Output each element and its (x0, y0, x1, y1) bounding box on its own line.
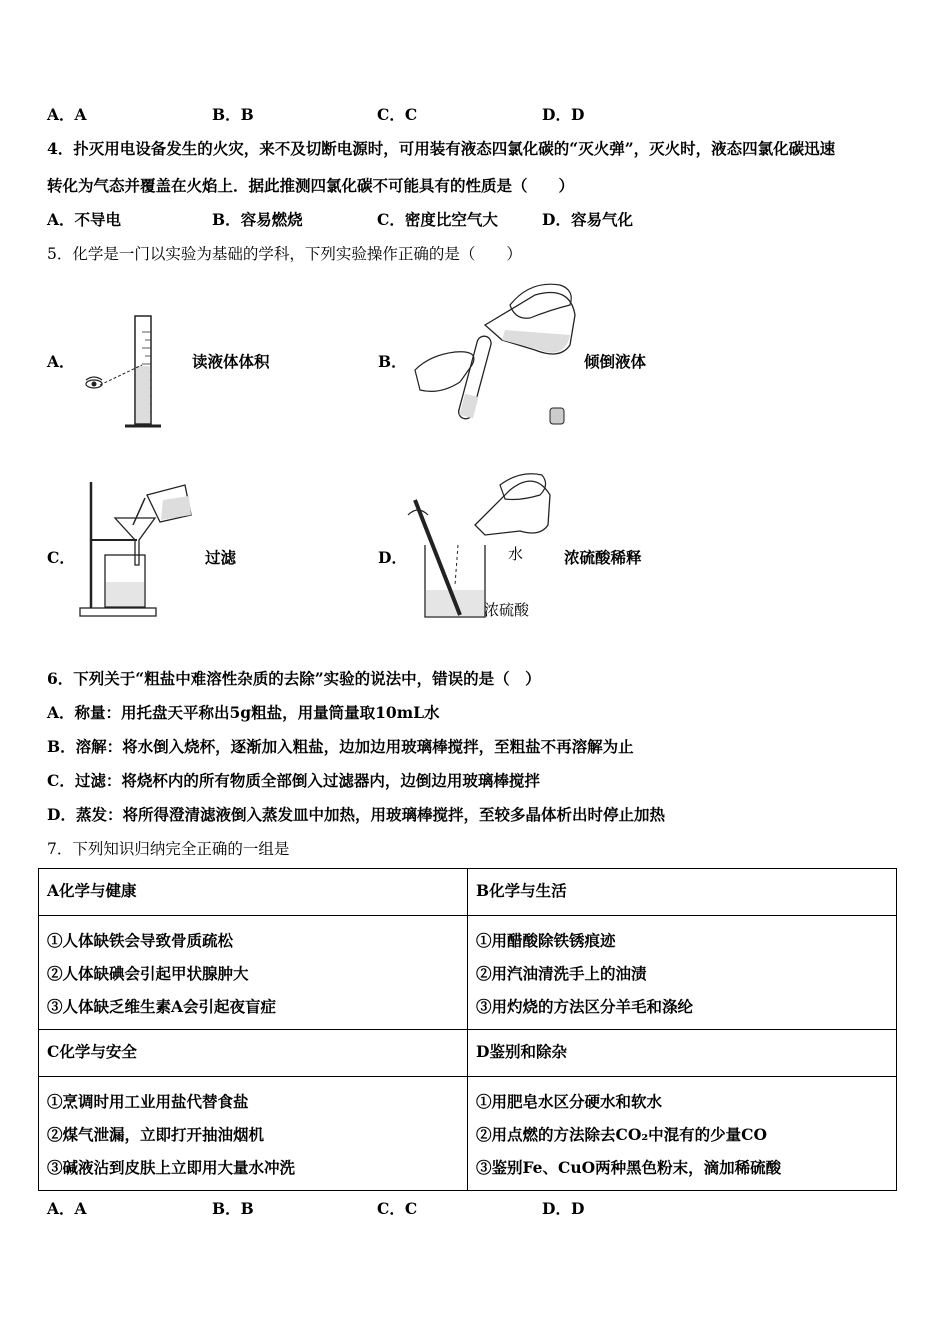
knowledge-table (38, 868, 897, 1191)
cell-d-items (468, 1077, 897, 1191)
q5-option-c-letter: C． (47, 548, 75, 567)
cell-a-items (39, 916, 468, 1030)
q4-option-c: C．密度比空气大 (377, 210, 498, 229)
label-concentrated-acid: 浓硫酸 (484, 601, 530, 619)
list-item: ①人体缺铁会导致骨质疏松 (47, 931, 234, 950)
list-item: ②煤气泄漏，立即打开抽油烟机 (47, 1125, 265, 1144)
figure-dilution (400, 465, 560, 625)
q4-option-d: D．容易气化 (542, 210, 633, 229)
list-item: ②人体缺碘会引起甲状腺肿大 (47, 964, 249, 983)
list-item: ①用醋酸除铁锈痕迹 (476, 931, 616, 950)
q6-stem: 6．下列关于“粗盐中难溶性杂质的去除”实验的说法中，错误的是（ ） (47, 669, 541, 688)
q7-option-b: B．B (212, 1199, 254, 1218)
q3-option-c: C．C (377, 105, 418, 124)
q5-option-d-letter: D． (378, 548, 407, 567)
q3-option-a: A．A (47, 105, 87, 124)
q5-option-d-caption: 浓硫酸稀释 (564, 548, 642, 567)
list-item: ③人体缺乏维生素A会引起夜盲症 (47, 997, 277, 1016)
list-item: ③用灼烧的方法区分羊毛和涤纶 (476, 997, 694, 1016)
q6-option-b: B．溶解：将水倒入烧杯，逐渐加入粗盐，边加边用玻璃棒搅拌，至粗盐不再溶解为止 (47, 737, 634, 756)
cell-d-title: D鉴别和除杂 (468, 1030, 897, 1077)
list-item: ③碱液沾到皮肤上立即用大量水冲洗 (47, 1158, 296, 1177)
cell-c-title: C化学与安全 (39, 1030, 468, 1077)
list-item: ③鉴别Fe、CuO两种黑色粉末，滴加稀硫酸 (476, 1158, 782, 1177)
figure-pour-liquid (410, 280, 585, 430)
q7-option-c: C．C (377, 1199, 418, 1218)
cell-b-items (468, 916, 897, 1030)
q6-option-c: C．过滤：将烧杯内的所有物质全部倒入过滤器内，边倒边用玻璃棒搅拌 (47, 771, 540, 790)
q4-stem-line1: 4．扑灭用电设备发生的火灾，来不及切断电源时，可用装有液态四氯化碳的“灭火弹”，灭火时，液态四氯化碳迅速 (47, 139, 836, 158)
list-item: ①用肥皂水区分硬水和软水 (476, 1092, 663, 1111)
q3-option-b: B．B (212, 105, 254, 124)
list-item: ①烹调时用工业用盐代替食盐 (47, 1092, 249, 1111)
q4-option-b: B．容易燃烧 (212, 210, 303, 229)
figure-filtration (75, 470, 200, 620)
cell-c-items (39, 1077, 468, 1191)
list-item: ②用点燃的方法除去CO₂中混有的少量CO (476, 1125, 767, 1144)
cell-a-title: A化学与健康 (39, 869, 468, 916)
q6-option-d: D．蒸发：将所得澄清滤液倒入蒸发皿中加热，用玻璃棒搅拌，至较多晶体析出时停止加热 (47, 805, 665, 824)
q7-stem: 7．下列知识归纳完全正确的一组是 (47, 840, 290, 858)
q5-option-a-letter: A． (47, 352, 75, 371)
q5-stem: 5．化学是一门以实验为基础的学科，下列实验操作正确的是（ ） (47, 245, 522, 263)
q4-option-a: A．不导电 (47, 210, 122, 229)
q5-option-c-caption: 过滤 (205, 548, 237, 567)
q3-option-d: D．D (542, 105, 585, 124)
label-water: 水 (508, 545, 524, 563)
cell-b-title: B化学与生活 (468, 869, 897, 916)
q5-option-b-letter: B． (378, 352, 407, 371)
q6-option-a: A．称量：用托盘天平称出5g粗盐，用量筒量取10mL水 (47, 703, 440, 722)
q7-option-d: D．D (542, 1199, 585, 1218)
list-item: ②用汽油清洗手上的油渍 (476, 964, 647, 983)
q7-option-a: A．A (47, 1199, 87, 1218)
q5-option-b-caption: 倾倒液体 (584, 352, 647, 371)
q4-stem-line2: 转化为气态并覆盖在火焰上．据此推测四氯化碳不可能具有的性质是（ ） (47, 176, 575, 195)
q5-option-a-caption: 读液体体积 (192, 352, 270, 371)
figure-read-liquid-volume (80, 310, 190, 435)
